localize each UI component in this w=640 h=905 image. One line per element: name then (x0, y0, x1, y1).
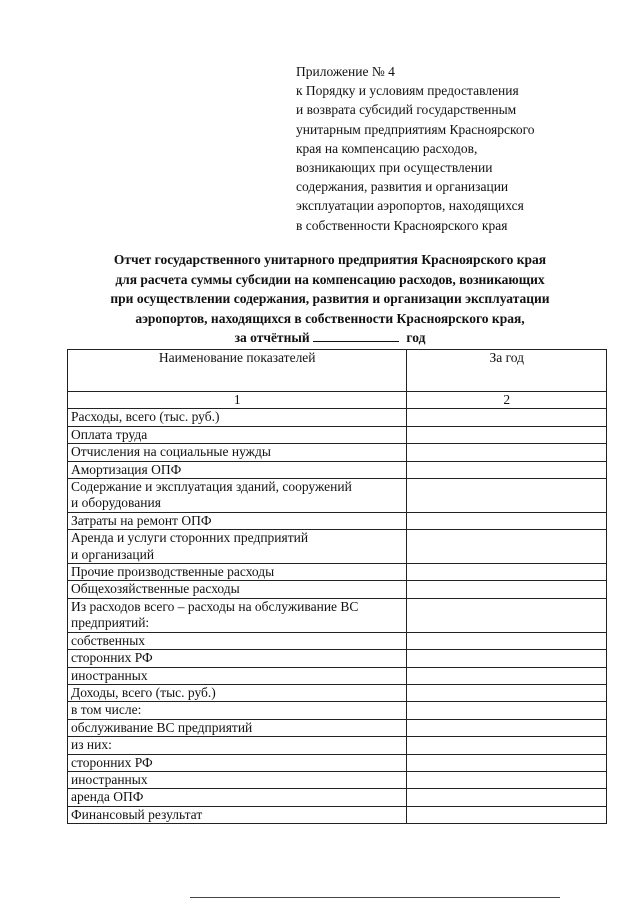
year-value-cell[interactable] (407, 650, 607, 667)
table-body (68, 409, 607, 824)
indicator-name-cell: Амортизация ОПФ (68, 461, 407, 478)
year-value-cell[interactable] (407, 512, 607, 529)
indicator-name-cell: Общехозяйственные расходы (68, 581, 407, 598)
year-value-cell[interactable] (407, 479, 607, 513)
appendix-line: содержания, развития и организации (296, 179, 509, 195)
year-value-cell[interactable] (407, 632, 607, 649)
table-row (68, 754, 607, 771)
indicator-name-cell: в том числе: (68, 702, 407, 719)
indicator-name-cell: Финансовый результат (68, 806, 407, 823)
indicator-name-cell: Доходы, всего (тыс. руб.) (68, 684, 407, 701)
indicator-name-cell: Затраты на ремонт ОПФ (68, 512, 407, 529)
indicator-name-cell: Из расходов всего – расходы на обслуживание ВС предприятий: (68, 598, 407, 632)
table-row (68, 632, 607, 649)
period-suffix: год (406, 330, 426, 346)
indicator-name-cell: обслуживание ВС предприятий (68, 719, 407, 736)
indicator-name-cell: Расходы, всего (тыс. руб.) (68, 409, 407, 426)
appendix-line: эксплуатации аэропортов, находящихся (296, 198, 524, 214)
indicator-name-cell: сторонних РФ (68, 754, 407, 771)
bottom-divider (190, 897, 560, 898)
appendix-line: возникающих при осуществлении (296, 160, 493, 176)
indicator-name-cell: Оплата труда (68, 426, 407, 443)
header-indicator-name: Наименование показателей (68, 350, 407, 392)
appendix-line: унитарным предприятиям Красноярского (296, 121, 535, 137)
year-value-cell[interactable] (407, 667, 607, 684)
indicator-name-cell: иностранных (68, 771, 407, 788)
table-row (68, 667, 607, 684)
report-title (60, 250, 600, 348)
table-row (68, 530, 607, 564)
appendix-line: в собственности Красноярского края (296, 217, 508, 233)
indicator-name-cell: Прочие производственные расходы (68, 564, 407, 581)
table-row (68, 461, 607, 478)
year-value-cell[interactable] (407, 581, 607, 598)
title-line: при осуществлении содержания, развития и организации эксплуатации (110, 291, 550, 307)
year-value-cell[interactable] (407, 737, 607, 754)
appendix-line: и возврата субсидий государственным (296, 102, 517, 118)
year-value-cell[interactable] (407, 461, 607, 478)
indicator-name-cell: Содержание и эксплуатация зданий, сооружений и оборудования (68, 479, 407, 513)
table-row (68, 479, 607, 513)
column-number: 2 (407, 392, 607, 409)
indicator-name-cell: Отчисления на социальные нужды (68, 444, 407, 461)
table-row (68, 409, 607, 426)
appendix-heading (296, 62, 616, 235)
table-header-row (68, 350, 607, 392)
table-row (68, 444, 607, 461)
indicator-name-cell: аренда ОПФ (68, 789, 407, 806)
year-value-cell[interactable] (407, 789, 607, 806)
year-value-cell[interactable] (407, 771, 607, 788)
table-row (68, 771, 607, 788)
year-value-cell[interactable] (407, 564, 607, 581)
year-value-cell[interactable] (407, 754, 607, 771)
table-row (68, 737, 607, 754)
table-row (68, 684, 607, 701)
year-value-cell[interactable] (407, 598, 607, 632)
title-line: для расчета суммы субсидии на компенсацию расходов, возникающих (115, 271, 545, 287)
table-row (68, 564, 607, 581)
year-value-cell[interactable] (407, 806, 607, 823)
table-row (68, 806, 607, 823)
title-period-line (60, 328, 600, 348)
header-for-year: За год (407, 350, 607, 392)
year-value-cell[interactable] (407, 409, 607, 426)
indicator-name-cell: собственных (68, 632, 407, 649)
indicator-name-cell: из них: (68, 737, 407, 754)
table-row (68, 512, 607, 529)
table-row (68, 650, 607, 667)
appendix-line: края на компенсацию расходов, (296, 140, 478, 156)
table-row (68, 426, 607, 443)
report-table (67, 349, 607, 824)
period-blank-field[interactable] (313, 329, 399, 342)
indicator-name-cell: иностранных (68, 667, 407, 684)
table-row (68, 789, 607, 806)
year-value-cell[interactable] (407, 530, 607, 564)
year-value-cell[interactable] (407, 684, 607, 701)
title-line: Отчет государственного унитарного предприятия Красноярского края (113, 252, 547, 267)
year-value-cell[interactable] (407, 702, 607, 719)
table-row (68, 581, 607, 598)
year-value-cell[interactable] (407, 426, 607, 443)
period-prefix: за отчётный (234, 330, 310, 346)
indicator-name-cell: сторонних РФ (68, 650, 407, 667)
indicator-name-cell: Аренда и услуги сторонних предприятий и организаций (68, 530, 407, 564)
year-value-cell[interactable] (407, 719, 607, 736)
title-line: аэропортов, находящихся в собственности Красноярского края, (135, 310, 525, 326)
table-row (68, 719, 607, 736)
appendix-line: к Порядку и условиям предоставления (296, 83, 519, 99)
table-column-numbers-row (68, 392, 607, 409)
column-number: 1 (68, 392, 407, 409)
table-row (68, 702, 607, 719)
appendix-line: Приложение № 4 (296, 64, 395, 79)
year-value-cell[interactable] (407, 444, 607, 461)
table-row (68, 598, 607, 632)
